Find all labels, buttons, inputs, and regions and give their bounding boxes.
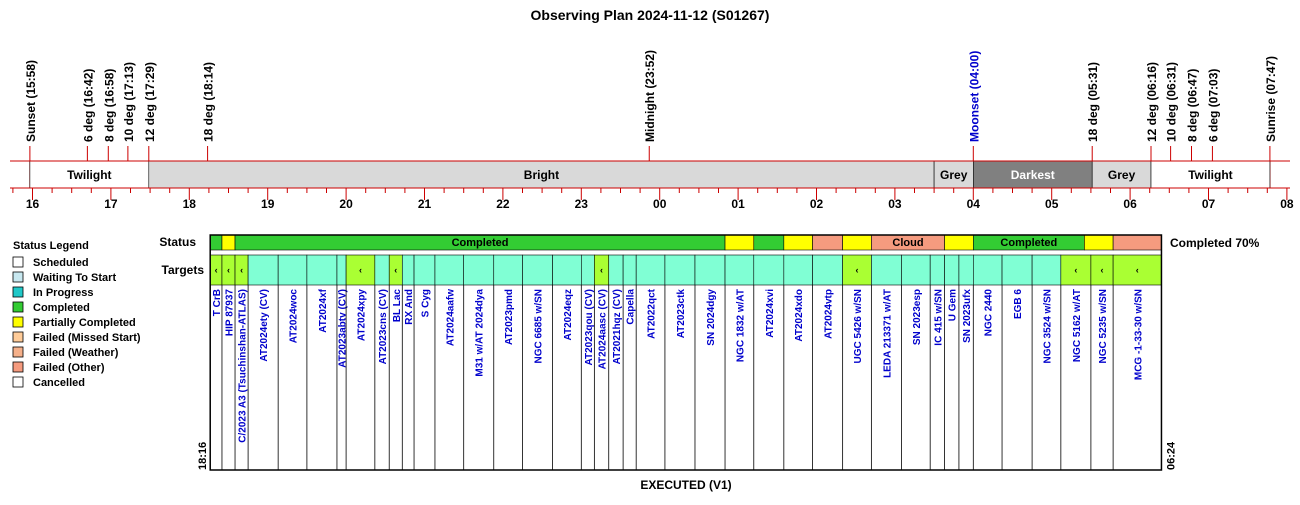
target-name: AT2024vtp xyxy=(823,289,835,339)
sky-band-label: Twilight xyxy=(67,168,112,182)
target-block xyxy=(337,255,346,285)
target-block xyxy=(1002,255,1032,285)
target-block xyxy=(695,255,725,285)
target-block xyxy=(609,255,623,285)
target-block xyxy=(725,255,754,285)
status-legend xyxy=(13,240,141,389)
hour-tick-label: 00 xyxy=(653,197,667,211)
target-flag: ‹ xyxy=(1074,265,1078,275)
target-name: AT2024eqz xyxy=(562,289,574,341)
target-block xyxy=(248,255,278,285)
target-name: AT2024aafw xyxy=(445,289,457,347)
target-block xyxy=(901,255,930,285)
footer-label: EXECUTED (V1) xyxy=(640,478,732,492)
hour-tick-label: 23 xyxy=(574,197,588,211)
status-segment xyxy=(784,235,813,250)
target-name: UGC 5426 w/SN xyxy=(853,289,865,364)
target-block xyxy=(375,255,389,285)
event-label: 12 deg (17:29) xyxy=(142,61,157,142)
sky-band-label: Grey xyxy=(1107,168,1136,182)
legend-swatch-in-progress xyxy=(13,287,23,297)
event-label: 10 deg (17:13) xyxy=(121,61,136,142)
hour-tick-label: 06 xyxy=(1123,197,1137,211)
target-name: C/2023 A3 (Tsuchinshan-ATLAS) xyxy=(237,289,249,443)
target-name: AT2024woc xyxy=(288,289,300,344)
event-label: Sunset (15:58) xyxy=(23,59,38,142)
hour-tick-label: 03 xyxy=(888,197,902,211)
status-segment xyxy=(210,235,222,250)
target-name: NGC 5235 w/SN xyxy=(1098,289,1110,364)
legend-item-scheduled: Scheduled xyxy=(33,257,89,269)
target-name: AT2023qou (CV) xyxy=(583,289,595,366)
legend-swatch-failed-other xyxy=(13,362,23,372)
hour-tick-label: 18 xyxy=(182,197,196,211)
hour-tick-label: 22 xyxy=(496,197,510,211)
target-name: NGC 3524 w/SN xyxy=(1042,289,1054,364)
target-name: MCG -1-33-30 w/SN xyxy=(1133,289,1145,381)
hour-axis xyxy=(13,188,1294,211)
target-flag: ‹ xyxy=(358,265,362,275)
hour-tick-label: 21 xyxy=(417,197,432,211)
targets-row-label: Targets xyxy=(161,263,204,277)
target-flag: ‹ xyxy=(214,265,218,275)
sky-band-label: Twilight xyxy=(1188,168,1233,182)
target-block xyxy=(930,255,944,285)
target-name: AT2024ety (CV) xyxy=(259,289,271,362)
chart-title: Observing Plan 2024-11-12 (S01267) xyxy=(530,7,770,23)
hour-tick-label: 04 xyxy=(966,197,980,211)
legend-item-cancelled: Cancelled xyxy=(33,377,85,389)
target-name: U Gem xyxy=(947,289,959,322)
target-name: NGC 1832 w/AT xyxy=(735,289,747,363)
event-label: 18 deg (05:31) xyxy=(1086,61,1101,142)
target-name: AT2024xvi xyxy=(764,289,776,338)
hour-tick-label: 20 xyxy=(339,197,353,211)
sky-condition-bands xyxy=(10,161,1290,188)
legend-swatch-waiting-to-start xyxy=(13,272,23,282)
target-block xyxy=(973,255,1002,285)
hour-tick-label: 01 xyxy=(731,197,745,211)
event-label: 18 deg (18:14) xyxy=(201,61,216,142)
status-segment xyxy=(813,235,843,250)
hour-tick-label: 19 xyxy=(261,197,275,211)
legend-item-failed-weather: Failed (Weather) xyxy=(33,347,119,359)
sky-band-label: Darkest xyxy=(1010,168,1055,182)
target-block xyxy=(307,255,337,285)
event-label: Sunrise (07:47) xyxy=(1263,55,1278,142)
hour-tick-label: 17 xyxy=(104,197,118,211)
target-name: AT2023ctk xyxy=(675,289,687,339)
completion-text: Completed 70% xyxy=(1170,236,1260,250)
legend-item-partially-completed: Partially Completed xyxy=(33,317,136,329)
target-block xyxy=(553,255,582,285)
legend-swatch-completed xyxy=(13,302,23,312)
target-name: HIP 87937 xyxy=(224,289,236,337)
target-block xyxy=(945,255,959,285)
event-label: 8 deg (16:58) xyxy=(102,68,117,142)
target-name: AT2024xf xyxy=(317,289,329,333)
executed-end-label: 06:24 xyxy=(1165,441,1178,470)
target-block xyxy=(464,255,494,285)
target-flag: ‹ xyxy=(240,265,244,275)
target-flag: ‹ xyxy=(227,265,230,275)
event-label: 10 deg (06:31) xyxy=(1164,61,1179,142)
target-name: S Cyg xyxy=(420,289,432,318)
target-name: AT2021hqz (CV) xyxy=(611,289,623,365)
sky-band-label: Bright xyxy=(523,168,560,182)
target-name: IC 415 w/SN xyxy=(933,289,945,346)
target-block xyxy=(784,255,813,285)
target-block xyxy=(435,255,464,285)
legend-item-failed-other: Failed (Other) xyxy=(33,362,105,374)
legend-item-completed: Completed xyxy=(33,302,90,314)
status-segment-label: Completed xyxy=(1000,237,1058,249)
target-name: AT2023cns (CV) xyxy=(378,289,390,365)
target-name: SN 2024dgy xyxy=(706,289,718,346)
hour-tick-label: 07 xyxy=(1201,197,1216,211)
status-row xyxy=(159,235,1259,250)
hour-tick-label: 08 xyxy=(1280,197,1294,211)
event-label: 6 deg (16:42) xyxy=(81,68,96,142)
status-segment xyxy=(222,235,235,250)
target-name: AT2024aasc (CV) xyxy=(597,289,609,370)
target-block xyxy=(278,255,307,285)
legend-swatch-failed-weather xyxy=(13,347,23,357)
event-label: Moonset (04:00) xyxy=(967,50,982,142)
target-flag: ‹ xyxy=(600,265,604,275)
target-flag: ‹ xyxy=(1100,265,1104,275)
target-block xyxy=(871,255,901,285)
target-name: AT2023abtv (CV) xyxy=(337,289,349,368)
target-flag: ‹ xyxy=(1135,265,1139,275)
target-name: RX And xyxy=(404,289,416,325)
legend-title: Status Legend xyxy=(13,240,89,252)
hour-tick-label: 05 xyxy=(1045,197,1059,211)
target-flag: ‹ xyxy=(855,265,859,275)
status-segment xyxy=(945,235,974,250)
target-block xyxy=(754,255,784,285)
target-name: SN 2023esp xyxy=(911,289,923,346)
status-segment xyxy=(843,235,872,250)
targets-row xyxy=(162,235,1178,470)
event-label: 8 deg (06:47) xyxy=(1185,68,1200,142)
target-name: AT2023pmd xyxy=(504,289,516,345)
status-segment-label: Completed xyxy=(451,237,509,249)
event-label: 12 deg (06:16) xyxy=(1145,61,1160,142)
target-name: NGC 6685 w/SN xyxy=(533,289,545,364)
hour-tick-label: 02 xyxy=(809,197,824,211)
target-name: EGB 6 xyxy=(1013,289,1025,320)
target-name: AT2024xpy xyxy=(356,289,368,342)
target-name: NGC 5162 w/AT xyxy=(1071,289,1083,363)
target-block xyxy=(665,255,695,285)
legend-item-in-progress: In Progress xyxy=(33,287,94,299)
target-name: NGC 2440 xyxy=(983,289,995,337)
sky-band-label: Grey xyxy=(940,168,968,182)
target-name: M31 w/AT 2024dya xyxy=(474,289,486,377)
target-block xyxy=(623,255,636,285)
legend-swatch-failed-missed-start xyxy=(13,332,23,342)
target-name: LEDA 213371 w/AT xyxy=(882,289,894,378)
target-name: AT2024xdo xyxy=(794,289,806,342)
legend-swatch-cancelled xyxy=(13,377,23,387)
target-block xyxy=(1032,255,1061,285)
target-name: Capella xyxy=(625,289,637,325)
legend-swatch-scheduled xyxy=(13,257,23,267)
target-name: AT2022qct xyxy=(646,289,658,339)
target-block xyxy=(523,255,553,285)
legend-swatch-partially-completed xyxy=(13,317,23,327)
target-name: BL Lac xyxy=(391,289,403,323)
status-segment-label: Cloud xyxy=(892,237,924,249)
legend-item-waiting-to-start: Waiting To Start xyxy=(33,272,117,284)
target-block xyxy=(581,255,594,285)
target-block xyxy=(813,255,843,285)
target-block xyxy=(414,255,435,285)
target-flag: ‹ xyxy=(394,265,398,275)
executed-start-label: 18:16 xyxy=(197,441,210,470)
event-label: Midnight (23:52) xyxy=(643,50,658,142)
event-label: 6 deg (07:03) xyxy=(1206,68,1221,142)
status-segment xyxy=(754,235,784,250)
status-row-label: Status xyxy=(159,235,196,249)
target-name: T CrB xyxy=(212,289,224,317)
hour-tick-label: 16 xyxy=(25,197,40,211)
target-block xyxy=(402,255,414,285)
legend-item-failed-missed-start: Failed (Missed Start) xyxy=(33,332,141,344)
target-name: SN 2023ufx xyxy=(962,289,974,343)
status-segment xyxy=(725,235,754,250)
target-block xyxy=(494,255,523,285)
status-segment xyxy=(1084,235,1113,250)
status-segment xyxy=(1113,235,1161,250)
target-block xyxy=(636,255,665,285)
target-block xyxy=(959,255,973,285)
